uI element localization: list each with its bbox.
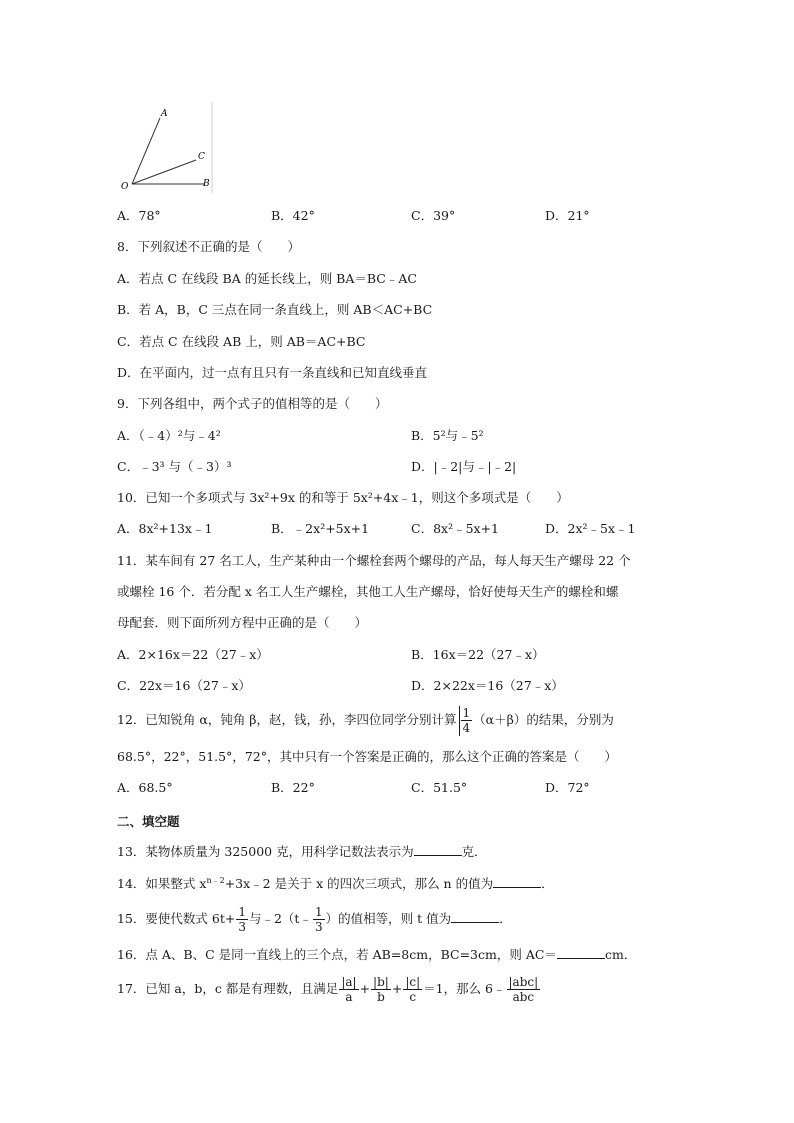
q15-f2-den: 3 — [314, 920, 323, 934]
q11-option-d[interactable]: D．2×22x＝16（27﹣x） — [411, 678, 564, 693]
q15-text-post: ）的值相等，则 t 值为 — [325, 911, 452, 926]
q8-stem: 8．下列叙述不正确的是（ ） — [117, 239, 300, 254]
q15-stem — [117, 903, 512, 935]
label-c: C — [198, 152, 205, 162]
label-b: B — [203, 179, 210, 189]
q17-plus-2: + — [391, 981, 403, 996]
q11-stem-line1: 11．某车间有 27 名工人，生产某种由一个螺栓套两个螺母的产品，每人每天生产螺母 22 个 — [117, 553, 631, 568]
q17-text-pre: 17．已知 a，b，c 都是有理数，且满足 — [117, 981, 339, 996]
q10-stem: 10．已知一个多项式与 3x²+9x 的和等于 5x²+4x﹣1，则这个多项式是（ ） — [117, 490, 569, 505]
q11-option-a[interactable]: A．2×16x＝22（27﹣x） — [117, 647, 269, 662]
q12-abs-bar — [459, 706, 460, 736]
q14-text-post: ． — [541, 876, 554, 891]
q12-stem-line2: 68.5°，22°，51.5°，72°，其中只有一个答案是正确的，那么这个正确的答案是（ ） — [117, 749, 617, 764]
q13-stem — [117, 843, 487, 861]
q11-option-b[interactable]: B．16x＝22（27﹣x） — [411, 647, 545, 662]
q9-stem: 9．下列各组中，两个式子的值相等的是（ ） — [117, 396, 388, 411]
q17-fraction-b — [371, 975, 391, 1004]
q12-option-d[interactable]: D．72° — [545, 780, 590, 795]
q17-text-mid: ＝1，那么 6﹣ — [423, 981, 506, 996]
q10-option-d[interactable]: D．2x²﹣5x﹣1 — [545, 521, 636, 536]
q17-f2-num: |b| — [373, 975, 389, 989]
q7-option-a[interactable]: A．78° — [117, 208, 161, 223]
q14-answer-blank[interactable] — [493, 875, 541, 888]
q17-plus-1: + — [359, 981, 371, 996]
q15-answer-blank[interactable] — [451, 910, 499, 923]
q10-option-c[interactable]: C．8x²﹣5x+1 — [411, 521, 500, 536]
q16-text-post: cm． — [604, 947, 637, 962]
q15-fraction-1 — [236, 905, 248, 934]
q14-text-pre: 14．如果整式 x — [117, 876, 207, 891]
q12-fraction — [461, 706, 473, 735]
q13-text-pre: 13．某物体质量为 325000 克，用科学记数法表示为 — [117, 844, 414, 859]
q10-option-a[interactable]: A．8x²+13x﹣1 — [117, 521, 213, 536]
q12-frac-den: 4 — [462, 721, 471, 735]
q11-stem-line3: 母配套．则下面所列方程中正确的是（ ） — [117, 615, 368, 630]
q17-stem — [117, 972, 541, 1006]
q7-option-d[interactable]: D．21° — [545, 208, 590, 223]
q11-stem-line2: 或螺栓 16 个．若分配 x 名工人生产螺栓，其他工人生产螺母，恰好使每天生产的螺栓和螺 — [117, 584, 619, 599]
q17-f4-num: |abc| — [508, 975, 539, 989]
q12-option-c[interactable]: C．51.5° — [411, 780, 468, 795]
label-o: O — [121, 182, 129, 192]
q12-text-post: （α＋β）的结果，分别为 — [473, 712, 614, 727]
q9-option-a[interactable]: A．（﹣4）²与﹣4² — [117, 428, 221, 443]
label-a: A — [161, 109, 168, 119]
q7-option-b[interactable]: B．42° — [271, 208, 315, 223]
q7-option-c[interactable]: C．39° — [411, 208, 456, 223]
q16-answer-blank[interactable] — [557, 946, 605, 959]
q15-f1-den: 3 — [238, 920, 246, 934]
q13-text-post: 克． — [461, 844, 487, 859]
q8-option-d[interactable]: D．在平面内，过一点有且只有一条直线和已知直线垂直 — [117, 365, 428, 380]
q12-text-pre: 12．已知锐角 α，钝角 β，赵，钱，孙，李四位同学分别计算 — [117, 712, 457, 727]
q10-option-b[interactable]: B．﹣2x²+5x+1 — [271, 521, 370, 536]
q17-f2-den: b — [377, 990, 385, 1004]
ray-oa — [132, 118, 160, 184]
q8-option-a[interactable]: A．若点 C 在线段 BA 的延长线上，则 BA＝BC﹣AC — [117, 271, 417, 286]
q14-stem — [117, 875, 554, 893]
q9-option-b[interactable]: B．5²与﹣5² — [411, 428, 484, 443]
q17-fraction-c — [403, 975, 422, 1004]
q9-option-d[interactable]: D．|﹣2|与﹣|﹣2| — [411, 459, 517, 474]
q15-fraction-2 — [313, 905, 325, 934]
q9-option-c[interactable]: C．﹣3³ 与（﹣3）³ — [117, 459, 232, 474]
q8-option-b[interactable]: B．若 A，B，C 三点在同一条直线上，则 AB＜AC+BC — [117, 302, 433, 317]
q15-text-end: ． — [499, 911, 512, 926]
q17-f4-den: abc — [512, 990, 535, 1004]
section-title-fill-in: 二、填空题 — [117, 814, 180, 829]
q13-answer-blank[interactable] — [414, 843, 462, 856]
q15-text-pre: 15．要使代数式 6t+ — [117, 911, 236, 926]
q16-text-pre: 16．点 A、B、C 是同一直线上的三个点，若 AB=8cm，BC=3cm，则 AC＝ — [117, 947, 557, 962]
q11-option-c[interactable]: C．22x＝16（27﹣x） — [117, 678, 251, 693]
q17-fraction-abc — [507, 975, 541, 1004]
q12-option-a[interactable]: A．68.5° — [117, 780, 173, 795]
q17-f1-num: |a| — [341, 975, 357, 989]
ray-oc — [132, 160, 196, 184]
q14-exponent: n﹣2 — [206, 875, 225, 885]
q14-text-mid: +3x﹣2 是关于 x 的四次三项式，那么 n 的值为 — [224, 876, 494, 891]
q12-frac-num: 1 — [462, 706, 471, 720]
q12-stem-line1 — [117, 704, 614, 736]
q17-fraction-a — [339, 975, 358, 1004]
q17-f3-num: |c| — [405, 975, 421, 989]
q16-stem — [117, 946, 636, 964]
q8-option-c[interactable]: C．若点 C 在线段 AB 上，则 AB＝AC+BC — [117, 334, 366, 349]
q17-f1-den: a — [345, 990, 353, 1004]
q12-option-b[interactable]: B．22° — [271, 780, 315, 795]
q17-f3-den: c — [409, 990, 417, 1004]
angle-figure — [118, 100, 218, 195]
q15-f2-num: 1 — [314, 905, 323, 919]
q15-f1-num: 1 — [238, 905, 246, 919]
q15-text-mid: 与﹣2（t﹣ — [248, 911, 312, 926]
